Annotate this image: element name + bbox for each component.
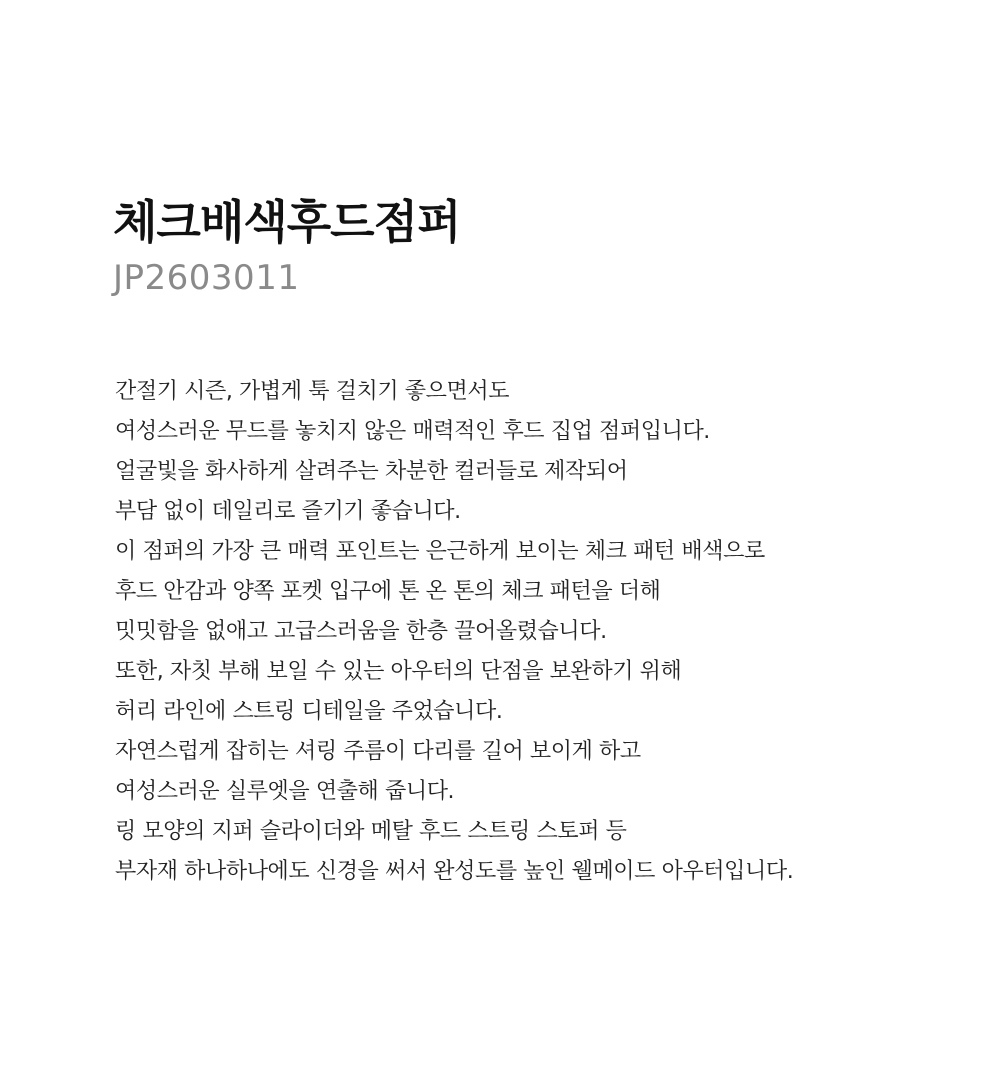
description-line: 링 모양의 지퍼 슬라이더와 메탈 후드 스트링 스토퍼 등 xyxy=(115,819,627,844)
product-code: JP2603011 xyxy=(113,258,300,298)
description-line: 얼굴빛을 화사하게 살려주는 차분한 컬러들로 제작되어 xyxy=(115,459,628,484)
description-line: 이 점퍼의 가장 큰 매력 포인트는 은근하게 보이는 체크 패턴 배색으로 xyxy=(115,539,765,564)
description-line: 밋밋함을 없애고 고급스러움을 한층 끌어올렸습니다. xyxy=(115,619,607,644)
description-line: 허리 라인에 스트링 디테일을 주었습니다. xyxy=(115,699,503,724)
description-line: 자연스럽게 잡히는 셔링 주름이 다리를 길어 보이게 하고 xyxy=(115,739,641,764)
description-line: 부담 없이 데일리로 즐기기 좋습니다. xyxy=(115,499,461,524)
product-description xyxy=(115,372,975,892)
description-line: 여성스러운 실루엣을 연출해 줍니다. xyxy=(115,779,455,804)
product-header xyxy=(113,190,973,298)
description-line: 후드 안감과 양쪽 포켓 입구에 톤 온 톤의 체크 패턴을 더해 xyxy=(115,579,661,604)
product-title: 체크배색후드점퍼 xyxy=(113,195,461,249)
description-line: 여성스러운 무드를 놓치지 않은 매력적인 후드 집업 점퍼입니다. xyxy=(115,419,710,444)
description-line: 간절기 시즌, 가볍게 툭 걸치기 좋으면서도 xyxy=(115,379,510,404)
description-line: 또한, 자칫 부해 보일 수 있는 아우터의 단점을 보완하기 위해 xyxy=(115,659,682,684)
description-line: 부자재 하나하나에도 신경을 써서 완성도를 높인 웰메이드 아우터입니다. xyxy=(115,859,794,884)
